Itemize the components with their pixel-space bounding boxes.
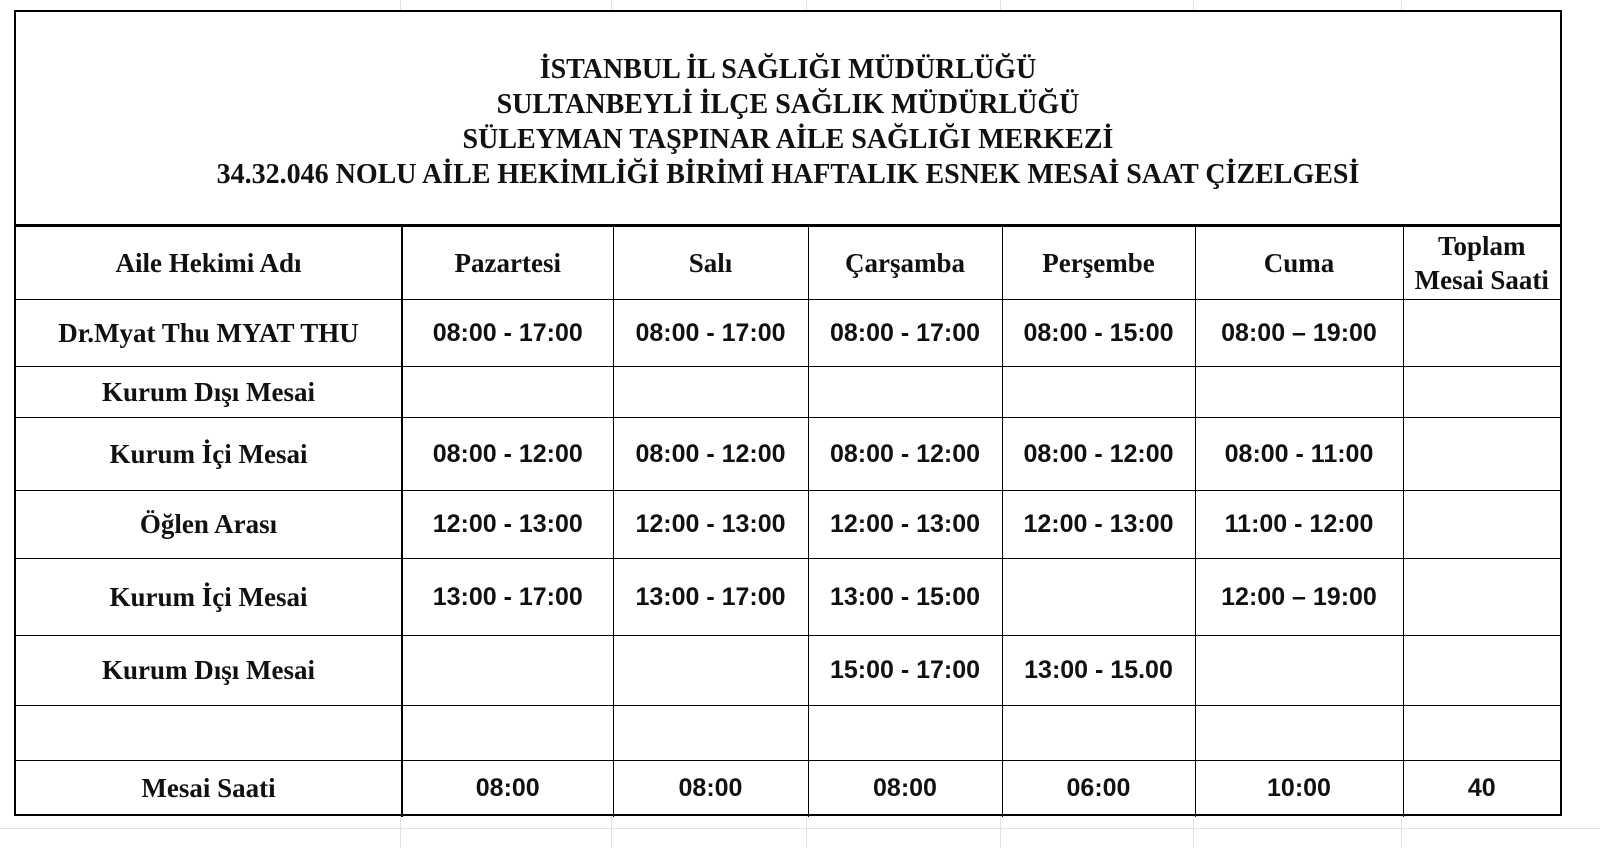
schedule-cell bbox=[1403, 559, 1560, 636]
total-cell: 10:00 bbox=[1195, 761, 1403, 817]
schedule-cell: 12:00 - 13:00 bbox=[1002, 491, 1195, 559]
table-row bbox=[16, 300, 1560, 367]
row-label: Kurum Dışı Mesai bbox=[16, 367, 402, 418]
schedule-cell: 08:00 - 17:00 bbox=[402, 300, 613, 367]
row-label: Kurum Dışı Mesai bbox=[16, 636, 402, 706]
row-label: Öğlen Arası bbox=[16, 491, 402, 559]
table-row bbox=[16, 367, 1560, 418]
schedule-cell bbox=[1403, 367, 1560, 418]
sheet-gridline bbox=[0, 828, 1600, 829]
schedule-cell bbox=[1195, 636, 1403, 706]
schedule-table bbox=[16, 226, 1560, 817]
row-label: Kurum İçi Mesai bbox=[16, 418, 402, 491]
title-line-health-center: SÜLEYMAN TAŞPINAR AİLE SAĞLIĞI MERKEZİ bbox=[462, 124, 1114, 155]
title-line-schedule: 34.32.046 NOLU AİLE HEKİMLİĞİ BİRİMİ HAFTALIK ESNEK MESAİ SAAT ÇİZELGESİ bbox=[216, 159, 1360, 190]
row-label bbox=[16, 706, 402, 761]
table-row bbox=[16, 636, 1560, 706]
schedule-cell bbox=[402, 706, 613, 761]
schedule-cell bbox=[1403, 491, 1560, 559]
schedule-cell: 08:00 - 12:00 bbox=[1002, 418, 1195, 491]
title-block bbox=[16, 12, 1560, 226]
schedule-cell bbox=[808, 706, 1002, 761]
schedule-cell bbox=[1403, 300, 1560, 367]
schedule-cell bbox=[1195, 367, 1403, 418]
table-row bbox=[16, 706, 1560, 761]
schedule-cell bbox=[1403, 706, 1560, 761]
header-wednesday: Çarşamba bbox=[808, 227, 1002, 300]
header-total-hours: Toplam Mesai Saati bbox=[1403, 227, 1560, 300]
table-row-total bbox=[16, 761, 1560, 817]
grand-total-cell: 40 bbox=[1403, 761, 1560, 817]
total-cell: 08:00 bbox=[808, 761, 1002, 817]
header-doctor-name: Aile Hekimi Adı bbox=[16, 227, 402, 300]
schedule-cell: 08:00 - 11:00 bbox=[1195, 418, 1403, 491]
table-row bbox=[16, 491, 1560, 559]
schedule-cell bbox=[402, 367, 613, 418]
schedule-cell: 11:00 - 12:00 bbox=[1195, 491, 1403, 559]
header-monday: Pazartesi bbox=[402, 227, 613, 300]
total-cell: 08:00 bbox=[613, 761, 808, 817]
header-tuesday: Salı bbox=[613, 227, 808, 300]
schedule-cell: 08:00 - 12:00 bbox=[808, 418, 1002, 491]
schedule-cell: 08:00 - 17:00 bbox=[808, 300, 1002, 367]
schedule-cell: 12:00 – 19:00 bbox=[1195, 559, 1403, 636]
schedule-cell bbox=[613, 706, 808, 761]
row-label: Mesai Saati bbox=[16, 761, 402, 817]
title-line-province: İSTANBUL İL SAĞLIĞI MÜDÜRLÜĞÜ bbox=[539, 54, 1037, 85]
total-cell: 06:00 bbox=[1002, 761, 1195, 817]
schedule-cell: 13:00 - 15.00 bbox=[1002, 636, 1195, 706]
schedule-cell bbox=[808, 367, 1002, 418]
schedule-cell: 08:00 - 12:00 bbox=[402, 418, 613, 491]
schedule-cell: 13:00 - 17:00 bbox=[613, 559, 808, 636]
total-cell: 08:00 bbox=[402, 761, 613, 817]
table-header-row bbox=[16, 227, 1560, 300]
schedule-cell bbox=[613, 636, 808, 706]
schedule-cell: 08:00 - 17:00 bbox=[613, 300, 808, 367]
schedule-cell: 12:00 - 13:00 bbox=[808, 491, 1002, 559]
schedule-cell: 08:00 – 19:00 bbox=[1195, 300, 1403, 367]
row-label: Dr.Myat Thu MYAT THU bbox=[16, 300, 402, 367]
schedule-cell bbox=[613, 367, 808, 418]
header-friday: Cuma bbox=[1195, 227, 1403, 300]
schedule-cell: 12:00 - 13:00 bbox=[402, 491, 613, 559]
schedule-cell bbox=[1195, 706, 1403, 761]
schedule-cell: 08:00 - 12:00 bbox=[613, 418, 808, 491]
schedule-cell: 12:00 - 13:00 bbox=[613, 491, 808, 559]
schedule-cell: 08:00 - 15:00 bbox=[1002, 300, 1195, 367]
schedule-cell bbox=[1002, 706, 1195, 761]
schedule-cell: 15:00 - 17:00 bbox=[808, 636, 1002, 706]
schedule-cell bbox=[1002, 559, 1195, 636]
title-line-district: SULTANBEYLİ İLÇE SAĞLIK MÜDÜRLÜĞÜ bbox=[496, 89, 1080, 120]
schedule-sheet bbox=[14, 10, 1562, 816]
table-row bbox=[16, 418, 1560, 491]
row-label: Kurum İçi Mesai bbox=[16, 559, 402, 636]
schedule-cell bbox=[1002, 367, 1195, 418]
schedule-cell: 13:00 - 17:00 bbox=[402, 559, 613, 636]
table-row bbox=[16, 559, 1560, 636]
schedule-cell bbox=[1403, 418, 1560, 491]
header-thursday: Perşembe bbox=[1002, 227, 1195, 300]
schedule-cell: 13:00 - 15:00 bbox=[808, 559, 1002, 636]
schedule-cell bbox=[1403, 636, 1560, 706]
schedule-cell bbox=[402, 636, 613, 706]
